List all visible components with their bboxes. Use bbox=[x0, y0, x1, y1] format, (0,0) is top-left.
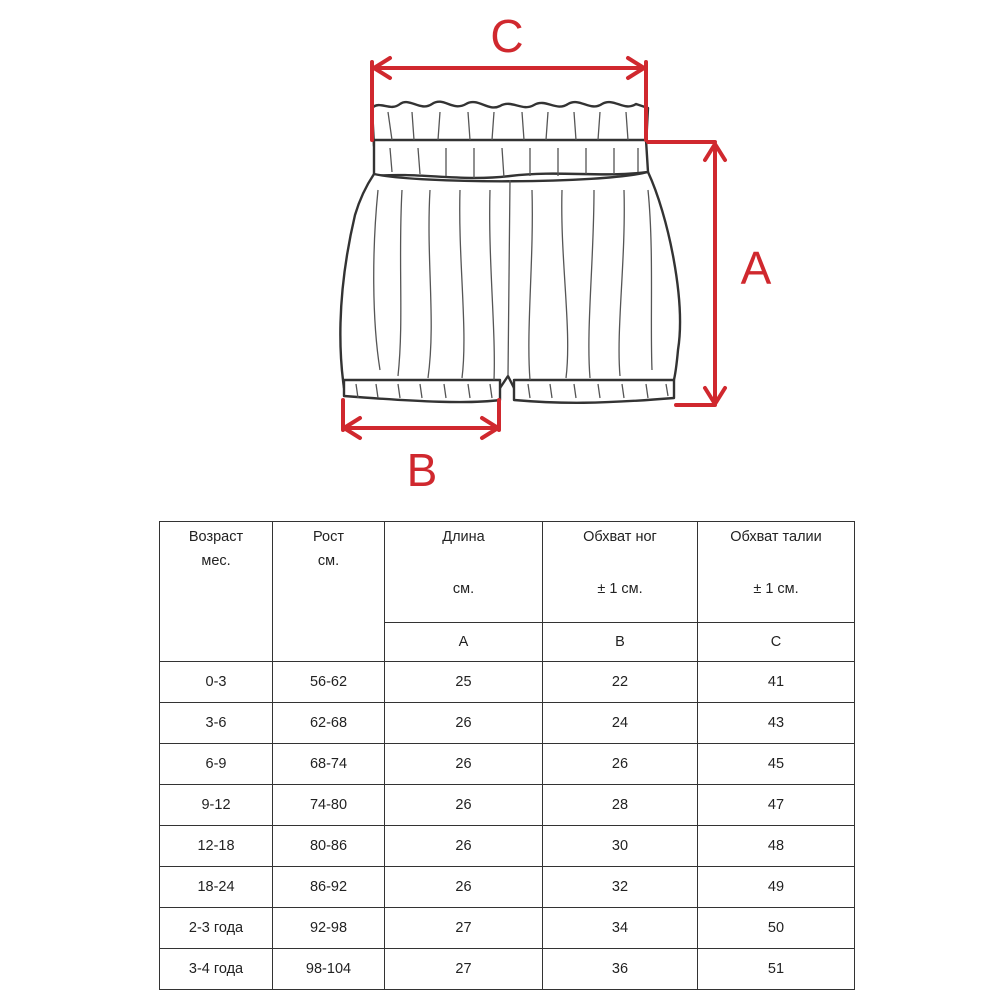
table-row bbox=[160, 785, 855, 826]
dimension-b-label: B bbox=[406, 444, 438, 496]
cell-waist-girth: 43 bbox=[698, 703, 855, 744]
table-row bbox=[160, 662, 855, 703]
cell-height: 68-74 bbox=[273, 744, 385, 785]
cell-height: 56-62 bbox=[273, 662, 385, 703]
cell-waist-girth: 45 bbox=[698, 744, 855, 785]
cell-height: 98-104 bbox=[273, 949, 385, 990]
header-height: Рост см. bbox=[273, 522, 385, 662]
header-leg-girth: Обхват ног ± 1 см. bbox=[543, 522, 698, 623]
cell-age: 9-12 bbox=[160, 785, 273, 826]
shorts-illustration bbox=[340, 102, 680, 403]
cell-waist-girth: 51 bbox=[698, 949, 855, 990]
cell-waist-girth: 50 bbox=[698, 908, 855, 949]
size-chart-table bbox=[159, 521, 855, 990]
cell-length: 27 bbox=[385, 908, 543, 949]
cell-length: 26 bbox=[385, 785, 543, 826]
table-row bbox=[160, 949, 855, 990]
dimension-b-line bbox=[343, 400, 499, 438]
dimension-a-label: A bbox=[740, 242, 772, 294]
table-row bbox=[160, 826, 855, 867]
cell-length: 25 bbox=[385, 662, 543, 703]
table-row bbox=[160, 908, 855, 949]
cell-waist-girth: 49 bbox=[698, 867, 855, 908]
cell-length: 27 bbox=[385, 949, 543, 990]
table-row bbox=[160, 703, 855, 744]
cell-height: 62-68 bbox=[273, 703, 385, 744]
cell-age: 12-18 bbox=[160, 826, 273, 867]
cell-height: 80-86 bbox=[273, 826, 385, 867]
cell-height: 74-80 bbox=[273, 785, 385, 826]
cell-leg-girth: 30 bbox=[543, 826, 698, 867]
right-leg-cuff bbox=[514, 380, 674, 403]
cell-length: 26 bbox=[385, 744, 543, 785]
header-waist-girth: Обхват талии ± 1 см. bbox=[698, 522, 855, 623]
cell-age: 0-3 bbox=[160, 662, 273, 703]
letter-b: B bbox=[543, 623, 698, 662]
cell-height: 92-98 bbox=[273, 908, 385, 949]
cell-age: 2-3 года bbox=[160, 908, 273, 949]
dimension-c-label: C bbox=[490, 10, 524, 62]
cell-leg-girth: 26 bbox=[543, 744, 698, 785]
cell-leg-girth: 32 bbox=[543, 867, 698, 908]
cell-leg-girth: 22 bbox=[543, 662, 698, 703]
letter-c: C bbox=[698, 623, 855, 662]
cell-age: 6-9 bbox=[160, 744, 273, 785]
cell-leg-girth: 34 bbox=[543, 908, 698, 949]
cell-length: 26 bbox=[385, 826, 543, 867]
header-length: Длина см. bbox=[385, 522, 543, 623]
cell-height: 86-92 bbox=[273, 867, 385, 908]
letter-a: A bbox=[385, 623, 543, 662]
waistband bbox=[374, 140, 648, 178]
table-row bbox=[160, 744, 855, 785]
cell-age: 3-6 bbox=[160, 703, 273, 744]
header-age: Возраст мес. bbox=[160, 522, 273, 662]
cell-length: 26 bbox=[385, 867, 543, 908]
cell-waist-girth: 48 bbox=[698, 826, 855, 867]
cell-length: 26 bbox=[385, 703, 543, 744]
cell-age: 18-24 bbox=[160, 867, 273, 908]
cell-age: 3-4 года bbox=[160, 949, 273, 990]
table-row bbox=[160, 867, 855, 908]
cell-waist-girth: 41 bbox=[698, 662, 855, 703]
cell-leg-girth: 24 bbox=[543, 703, 698, 744]
left-leg-cuff bbox=[344, 380, 500, 402]
header-row bbox=[160, 522, 855, 623]
cell-leg-girth: 36 bbox=[543, 949, 698, 990]
cell-waist-girth: 47 bbox=[698, 785, 855, 826]
size-rows bbox=[160, 662, 855, 990]
cell-leg-girth: 28 bbox=[543, 785, 698, 826]
